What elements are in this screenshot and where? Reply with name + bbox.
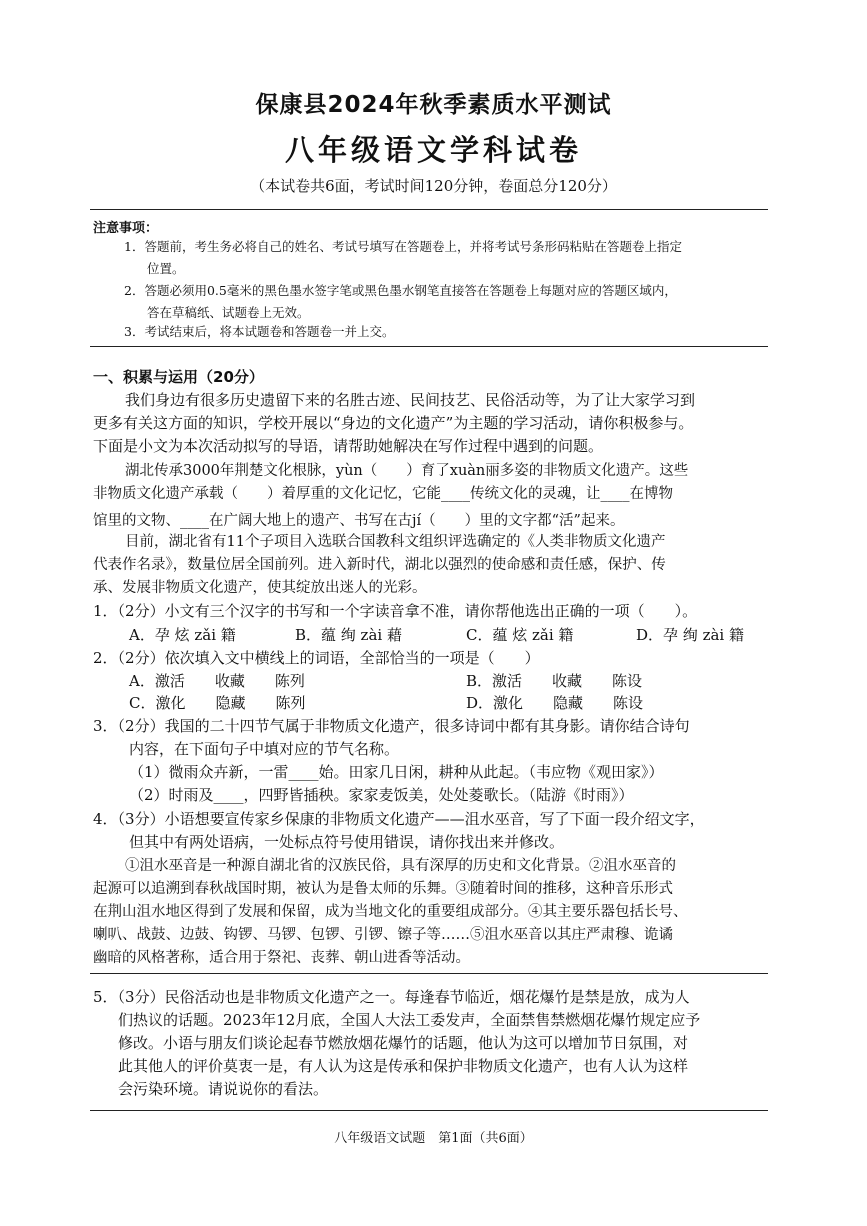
divider-bottom bbox=[90, 1110, 768, 1111]
q4-passage-line: 喇叭、战鼓、边鼓、钩锣、马锣、包锣、引锣、镲子等……⑤沮水巫音以其庄严肃穆、诡谲 bbox=[93, 927, 673, 943]
q2-option-d: D．激化 隐藏 陈设 bbox=[466, 694, 644, 712]
question-3-stem: 内容，在下面句子中填对应的节气名称。 bbox=[129, 740, 400, 758]
q1-option-b: B．蕴 绚 zài 藉 bbox=[295, 626, 402, 644]
exam-title: 保康县2024年秋季素质水平测试 bbox=[255, 92, 612, 118]
question-4-stem: 但其中有两处语病，一处标点符号使用错误，请你找出来并修改。 bbox=[129, 833, 565, 851]
note-item: 1．答题前，考生务必将自己的姓名、考试号填写在答题卷上，并将考试号条形码粘贴在答题卷上指定 bbox=[124, 239, 682, 254]
exam-info: （本试卷共6面，考试时间120分钟，卷面总分120分） bbox=[250, 177, 617, 195]
subject-title: 八年级语文学科试卷 bbox=[284, 133, 582, 167]
q1-option-c: C．蕴 炫 zǎi 籍 bbox=[466, 626, 574, 644]
q3-line: （2）时雨及____，四野皆插秧。家家麦饭美，处处菱歌长。（陆游《时雨》） bbox=[129, 786, 634, 804]
passage-line: 馆里的文物、____在广阔大地上的遗产、书写在古jí（ ）里的文字都“活”起来。 bbox=[93, 513, 625, 529]
page-footer: 八年级语文试题 第1面（共6面） bbox=[334, 1131, 533, 1146]
intro-line: 我们身边有很多历史遗留下来的名胜古迹、民间技艺、民俗活动等，为了让大家学习到 bbox=[125, 391, 696, 409]
passage-line: 承、发展非物质文化遗产，使其绽放出迷人的光彩。 bbox=[93, 580, 427, 596]
question-5-stem: 们热议的话题。2023年12月底，全国人大法工委发声，全面禁售禁燃烟花爆竹规定应予 bbox=[118, 1011, 701, 1029]
q4-passage-line: 起源可以追溯到春秋战国时期，被认为是鲁太师的乐舞。③随着时间的推移，这种音乐形式 bbox=[93, 881, 673, 897]
q2-option-c: C．激化 隐藏 陈列 bbox=[129, 694, 306, 712]
note-item: 3．考试结束后，将本试题卷和答题卷一并上交。 bbox=[124, 324, 395, 339]
q4-passage-line: 在荆山沮水地区得到了发展和保留，成为当地文化的重要组成部分。④其主要乐器包括长号、 bbox=[93, 904, 688, 920]
q4-passage-line: 幽暗的风格著称，适合用于祭祀、丧葬、朝山进香等活动。 bbox=[93, 950, 470, 966]
passage-line: 非物质文化遗产承载（ ）着厚重的文化记忆，它能____传统文化的灵魂，让____在博物 bbox=[93, 486, 673, 502]
q2-option-b: B．激活 收藏 陈设 bbox=[466, 672, 643, 690]
question-5-stem: 会污染环境。请说说你的看法。 bbox=[118, 1080, 329, 1098]
question-5-stem: 此其他人的评价莫衷一是，有人认为这是传承和保护非物质文化遗产，也有人认为这样 bbox=[118, 1057, 689, 1075]
q1-option-a: A．孕 炫 zǎi 籍 bbox=[129, 626, 236, 644]
section-heading: 一、积累与运用（20分） bbox=[93, 368, 264, 386]
passage-line: 湖北传承3000年荆楚文化根脉，yùn（ ）育了xuàn丽多姿的非物质文化遗产。这些 bbox=[125, 463, 689, 479]
q3-line: （1）微雨众卉新，一雷____始。田家几日闲，耕种从此起。（韦应物《观田家》） bbox=[129, 763, 664, 781]
question-5-stem: 5．（3分）民俗活动也是非物质文化遗产之一。每逢春节临近，烟花爆竹是禁是放，成为人 bbox=[93, 988, 690, 1006]
q4-passage-line: ①沮水巫音是一种源自湖北省的汉族民俗，具有深厚的历史和文化背景。②沮水巫音的 bbox=[125, 858, 676, 874]
divider-notes bbox=[90, 346, 768, 347]
question-5-stem: 修改。小语与朋友们谈论起春节燃放烟花爆竹的话题，他认为这可以增加节日氛围，对 bbox=[118, 1034, 689, 1052]
notes-heading: 注意事项： bbox=[93, 221, 159, 236]
note-item: 答在草稿纸、试题卷上无效。 bbox=[147, 305, 310, 320]
divider-top bbox=[90, 209, 768, 210]
q2-option-a: A．激活 收藏 陈列 bbox=[129, 672, 305, 690]
q1-option-d: D．孕 绚 zài 籍 bbox=[636, 626, 744, 644]
question-1-stem: 1．（2分）小文有三个汉字的书写和一个字读音拿不准，请你帮他选出正确的一项（ ）。 bbox=[93, 602, 698, 620]
question-2-stem: 2．（2分）依次填入文中横线上的词语，全部恰当的一项是（ ） bbox=[93, 649, 540, 667]
passage-line: 代表作名录》，数量位居全国前列。进入新时代，湖北以强烈的使命感和责任感，保护、传 bbox=[93, 557, 666, 573]
question-4-stem: 4．（3分）小语想要宣传家乡保康的非物质文化遗产——沮水巫音，写了下面一段介绍文字， bbox=[93, 810, 705, 828]
intro-line: 下面是小文为本次活动拟写的导语，请帮助她解决在写作过程中遇到的问题。 bbox=[93, 437, 604, 455]
passage-line: 目前，湖北省有11个子项目入选联合国教科文组织评选确定的《人类非物质文化遗产 bbox=[125, 534, 666, 550]
intro-line: 更多有关这方面的知识，学校开展以“身边的文化遗产”为主题的学习活动，请你积极参与。 bbox=[93, 414, 694, 432]
question-3-stem: 3．（2分）我国的二十四节气属于非物质文化遗产，很多诗词中都有其身影。请你结合诗句 bbox=[93, 717, 690, 735]
note-item: 位置。 bbox=[147, 261, 185, 276]
divider-q4 bbox=[90, 973, 768, 974]
note-item: 2．答题必须用0.5毫米的黑色墨水签字笔或黑色墨水钢笔直接答在答题卷上每题对应的答题区域内， bbox=[124, 283, 677, 298]
